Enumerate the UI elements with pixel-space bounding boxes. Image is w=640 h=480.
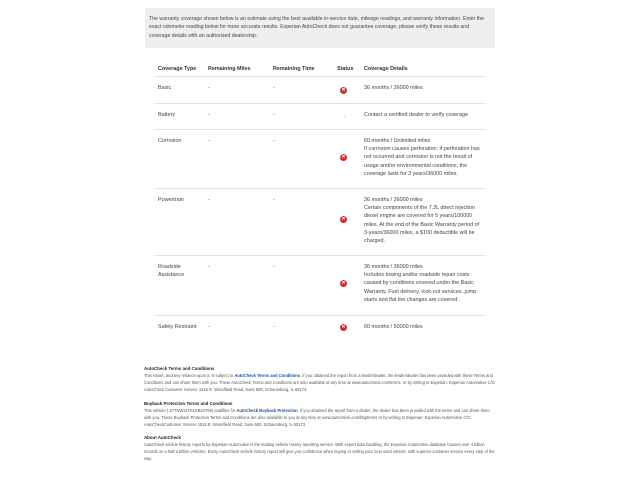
about-autocheck-title: About AutoCheck <box>144 435 181 440</box>
coverage-table <box>154 60 486 340</box>
coverage-row-corrosion <box>154 130 486 189</box>
coverage-type: Powertrain <box>158 197 184 203</box>
about-autocheck-text: AutoCheck vehicle history reports by Experian Automotive is the leading vehicle history reporting service. With expert data handling, the Experian Automotive database houses over 4 billion records on a half a billion vehicles. Every AutoCheck vehicle history report will give you confidence when buying or selling your next used vehicle, with superior customer service every step of the way. <box>144 441 495 461</box>
remaining-time: - <box>273 138 275 144</box>
remaining-time: - <box>273 85 275 91</box>
coverage-type: Basic <box>158 85 172 91</box>
remaining-time: - <box>273 112 275 118</box>
coverage-row-roadside-assistance <box>154 256 486 316</box>
coverage-row-powertrain <box>154 189 486 256</box>
remaining-miles: - <box>208 138 210 144</box>
expired-x-icon: ✕ <box>341 324 346 330</box>
autocheck-terms-pre: This report, and any reliance upon it, is subject to <box>144 372 235 378</box>
remaining-time: - <box>273 264 275 270</box>
coverage-details: 36 months / 36000 miles Certain components of the 7.3L direct injection diesel engine are covered for 5 years/100000 miles. At the end of the Basic Warranty period of 3-years/36000 miles, a $100 deductible will be charged. <box>364 197 480 245</box>
warranty-disclaimer-text: The warranty coverage shown below is an estimate using the best available in-service date, mileage readings, and warranty information. Enter the exact odometer reading below for more accurate results. Experian AutoCheck does not guarantee coverage, please verify these results and coverage details with an authorized dealership. <box>149 16 485 39</box>
status-value: - <box>344 114 346 120</box>
header-remaining-miles: Remaining Miles <box>208 66 251 72</box>
remaining-miles: - <box>208 112 210 118</box>
coverage-row-battery <box>154 104 486 130</box>
coverage-row-safety-restraint <box>154 316 486 340</box>
autocheck-terms-section <box>144 366 496 394</box>
autocheck-terms-post: . If you obtained the report from a lender/dealer, the lender/dealer has been provided with these Terms and Conditions and can share them with you. These AutoCheck Terms and Conditions are also available at any time at www.autocheck.com/terms. or by writing to Experian: Experian Automotive C/O AutoCheck Customer Service 1515 E. Woodfield Road, Suite 500, Schaumburg, IL 60173. <box>144 372 495 392</box>
expired-x-icon: ✕ <box>341 280 346 286</box>
remaining-miles: - <box>208 324 210 330</box>
about-autocheck-section <box>144 435 496 463</box>
buyback-terms-text <box>144 408 496 429</box>
buyback-terms-section <box>144 401 496 429</box>
coverage-details: 36 months / 36000 miles <box>364 85 423 91</box>
expired-x-icon: ✕ <box>341 154 346 160</box>
warranty-disclaimer <box>145 8 495 48</box>
coverage-details: 60 months / 50000 miles <box>364 324 423 330</box>
buyback-protection-link[interactable]: AutoCheck Buyback Protection <box>236 407 298 413</box>
coverage-details: 36 months / 36000 miles Includes towing and/or roadside repair costs caused by conditions covered under the Basic Warranty. Fuel delivery, lock-out services, jump starts and flat tire changes are covered. <box>364 264 477 303</box>
buyback-terms-title: Buyback Protection Terms and Conditions <box>144 401 233 406</box>
buyback-terms-pre: This vehicle ( 1FTNW21F61EB22789) qualifies for <box>144 407 237 413</box>
remaining-time: - <box>273 197 275 203</box>
coverage-type: Safety Restraint <box>158 324 197 330</box>
remaining-miles: - <box>208 85 210 91</box>
expired-x-icon: ✕ <box>341 216 346 222</box>
buyback-terms-post: . If you obtained the report from a dealer, the dealer has been provided with the terms and can share them with you. These Buyback Protection Terms and Conditions are also available to you at any time at www.autocheck.com/bbpterms or by writing to Experian: Experian Automotive C/O AutoCheckCustomer Service 1515 E. Woodfield Road, Suite 500, Schaumburg, IL 60173. <box>144 407 490 427</box>
coverage-type: Corrosion <box>158 138 182 144</box>
coverage-details: Contact a certified dealer to verify coverage <box>364 112 468 118</box>
header-remaining-time: Remaining Time <box>273 66 315 72</box>
coverage-type: Battery <box>158 112 176 118</box>
coverage-type: Roadside Assistance <box>158 264 185 279</box>
header-status: Status <box>337 66 354 72</box>
header-coverage-type: Coverage Type <box>158 66 197 72</box>
autocheck-terms-title: AutoCheck Terms and Conditions <box>144 366 215 371</box>
coverage-row-basic <box>154 77 486 104</box>
coverage-details: 60 months / Unlimited miles If corrosion causes perforation; if perforation has not occurred and corrosion is not the result of usage and/or environmental conditions, the coverage lasts for 3 years/36000 miles. <box>364 138 480 177</box>
remaining-miles: - <box>208 264 210 270</box>
coverage-table-header <box>154 60 486 77</box>
header-coverage-details: Coverage Details <box>364 66 408 72</box>
autocheck-terms-text <box>144 373 496 394</box>
remaining-time: - <box>273 324 275 330</box>
autocheck-terms-link[interactable]: AutoCheck Terms and Conditions <box>234 372 300 378</box>
remaining-miles: - <box>208 197 210 203</box>
expired-x-icon: ✕ <box>341 87 346 93</box>
